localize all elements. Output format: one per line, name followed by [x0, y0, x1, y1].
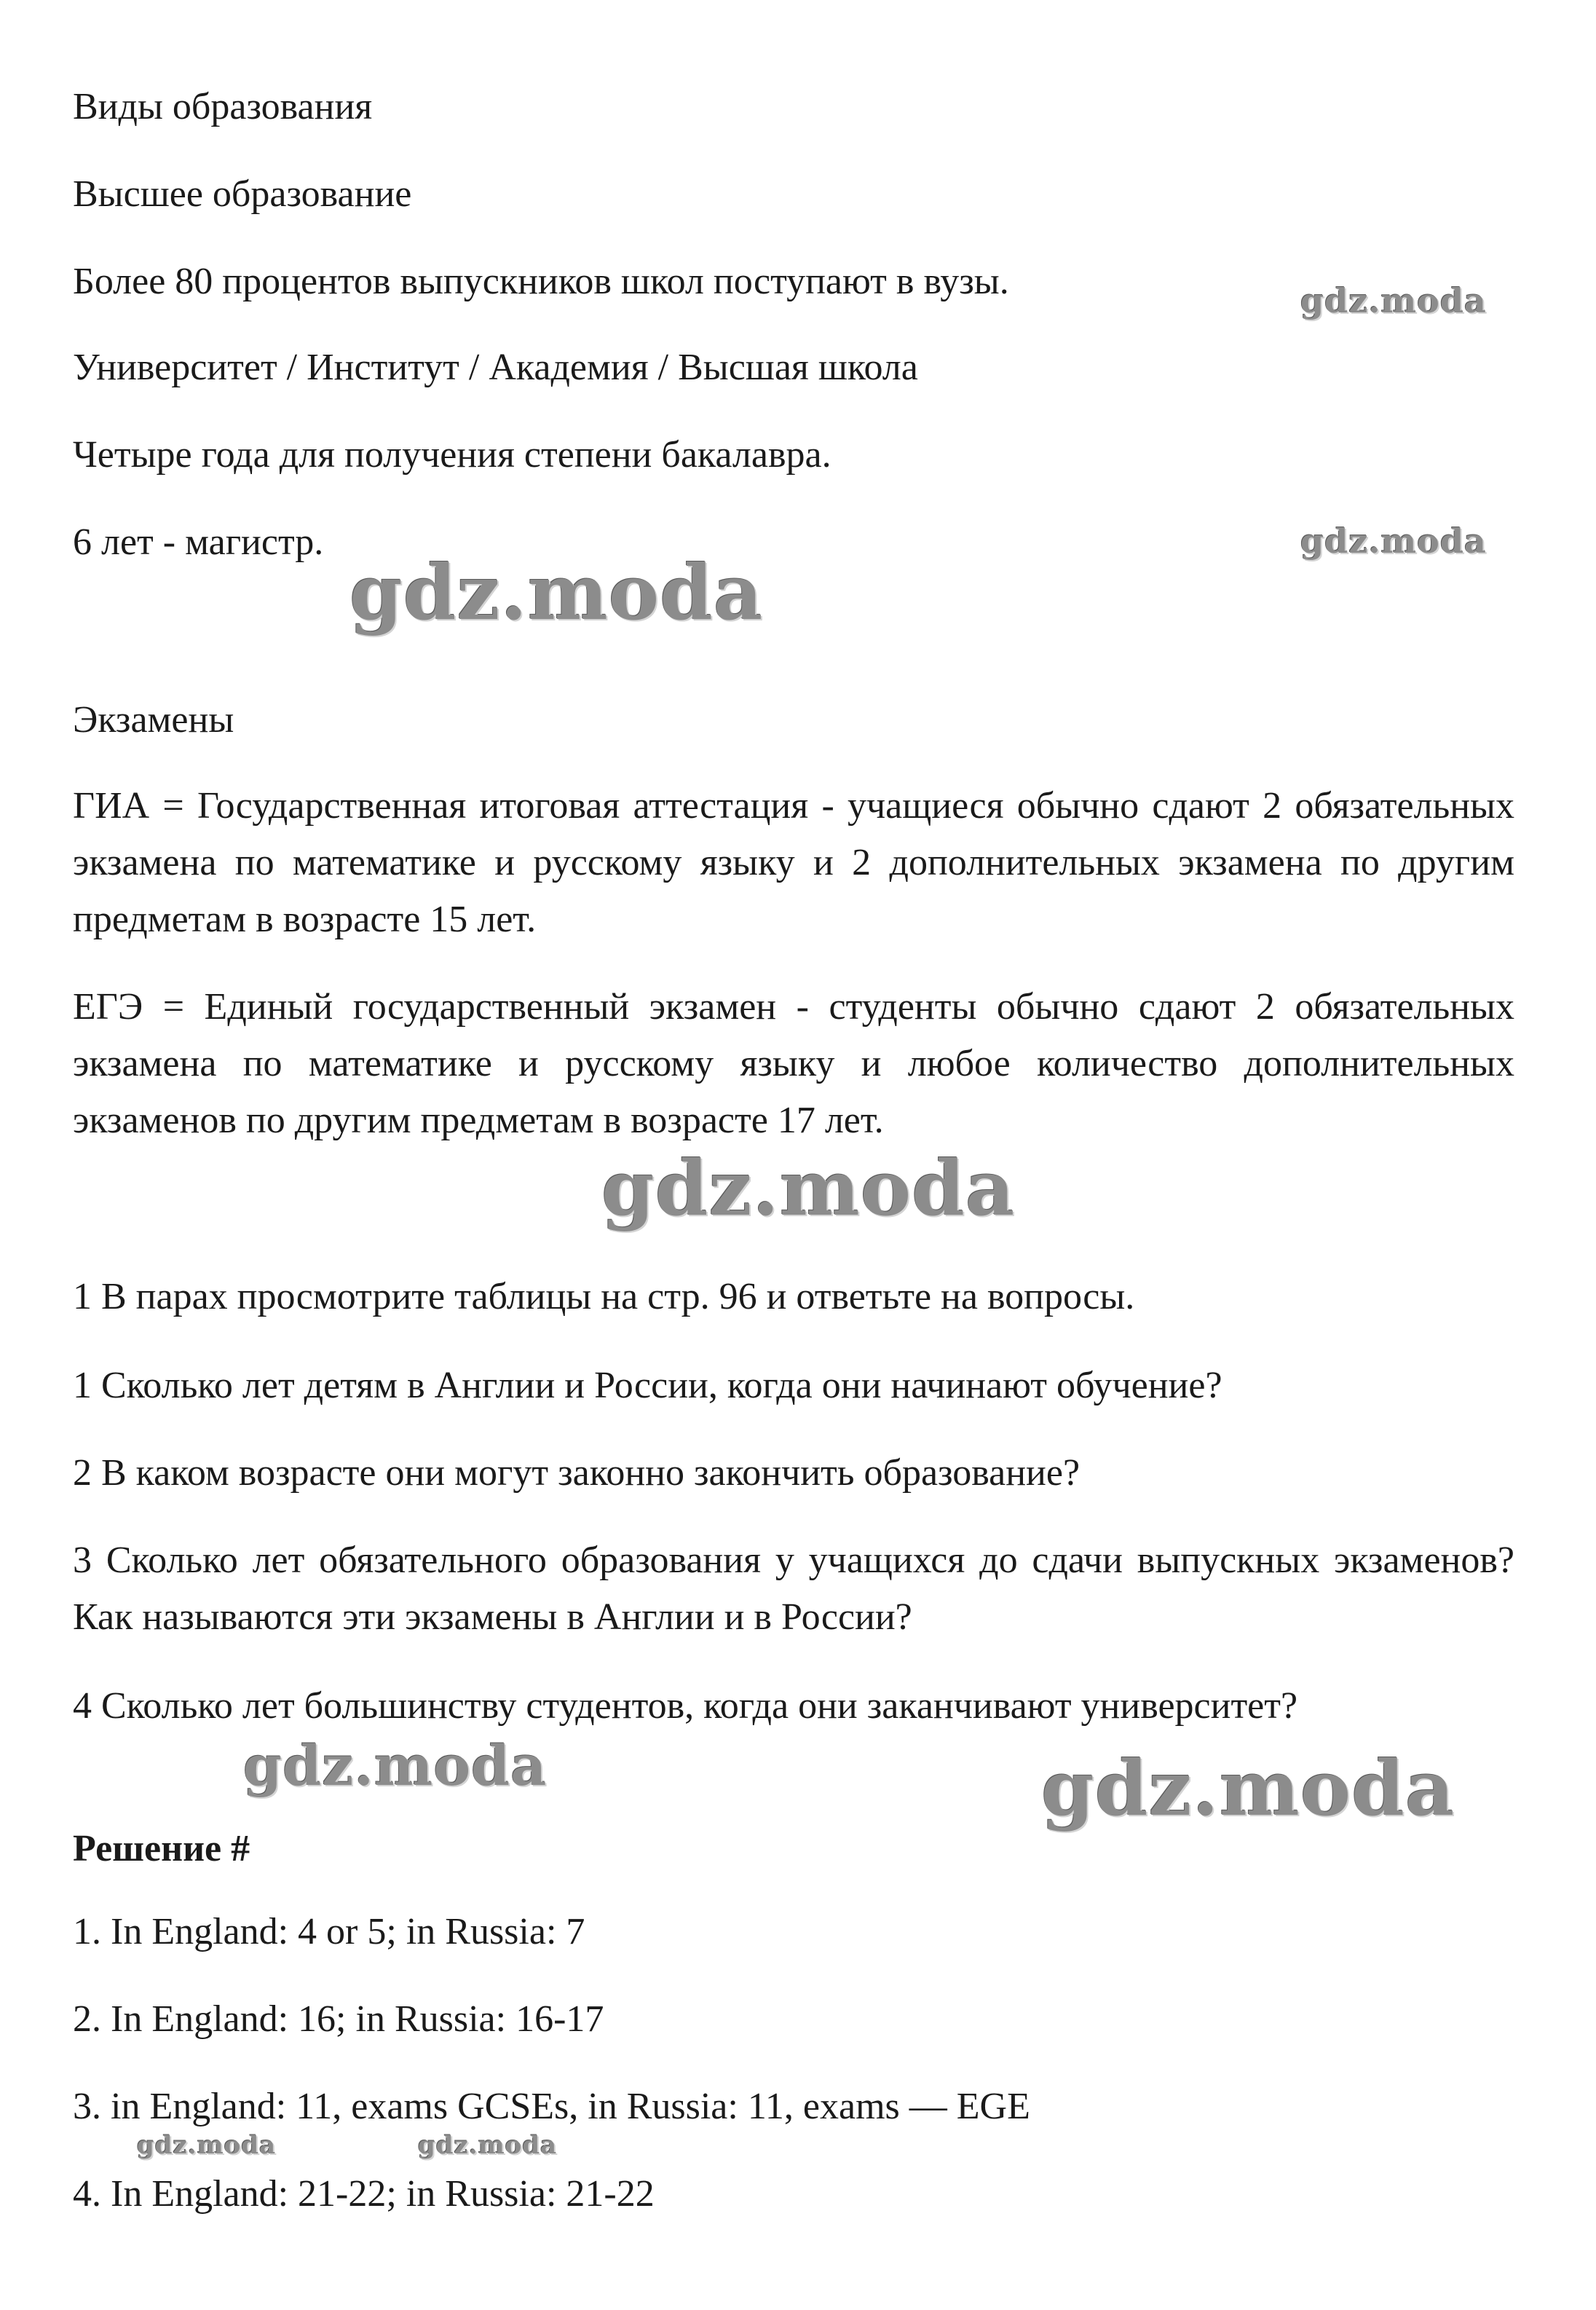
watermark-logo: gdz.moda	[1300, 521, 1487, 561]
heading-solution: Решение #	[73, 1828, 250, 1869]
text-bachelor-years: Четыре года для получения степени бакалавра.	[73, 434, 831, 476]
watermark-logo: gdz.moda	[349, 548, 764, 637]
watermark-logo: gdz.moda	[1300, 281, 1487, 320]
heading-higher-education: Высшее образование	[73, 173, 412, 215]
heading-education-types: Виды образования	[73, 86, 373, 127]
text-question-4: 4 Сколько лет большинству студентов, когда они заканчивают университет?	[73, 1685, 1298, 1727]
text-question-3: 3 Сколько лет обязательного образования у учащихся до сдачи выпускных экзаменов? Как называются эти экзамены в Англии и в России?	[73, 1540, 1514, 1638]
heading-exams: Экзамены	[73, 699, 234, 741]
text-question-2: 2 В каком возрасте они могут законно закончить образование?	[73, 1452, 1081, 1494]
text-answer-2: 2. In England: 16; in Russia: 16-17	[73, 1998, 604, 2040]
text-question-1: 1 Сколько лет детям в Англии и России, когда они начинают обучение?	[73, 1365, 1222, 1406]
text-institution-types: Университет / Институт / Академия / Высшая школа	[73, 347, 918, 388]
text-answer-4: 4. In England: 21-22; in Russia: 21-22	[73, 2173, 655, 2215]
text-master-years: 6 лет - магистр.	[73, 521, 324, 563]
text-graduates-percent: Более 80 процентов выпускников школ поступают в вузы.	[73, 261, 1009, 302]
text-ege: ЕГЭ = Единый государственный экзамен - студенты обычно сдают 2 обязательных экзамена по математике и русскому языку и любое количество дополнительных экзаменов по другим предметам в возрасте 17 лет.	[73, 986, 1514, 1141]
watermark-logo: gdz.moda	[243, 1733, 548, 1798]
text-answer-3: 3. in England: 11, exams GCSEs, in Russia: 11, exams — EGE	[73, 2086, 1030, 2127]
watermark-logo: gdz.moda	[137, 2131, 277, 2160]
watermark-logo: gdz.moda	[418, 2131, 558, 2160]
watermark-logo: gdz.moda	[1041, 1743, 1455, 1833]
text-answer-1: 1. In England: 4 or 5; in Russia: 7	[73, 1911, 585, 1952]
text-task-instruction: 1 В парах просмотрите таблицы на стр. 96 и ответьте на вопросы.	[73, 1276, 1135, 1317]
watermark-logo: gdz.moda	[601, 1143, 1016, 1233]
text-gia: ГИА = Государственная итоговая аттестация - учащиеся обычно сдают 2 обязательных экзамена по математике и русскому языку и 2 дополнительных экзамена по другим предметам в возрасте 15 лет.	[73, 785, 1514, 940]
